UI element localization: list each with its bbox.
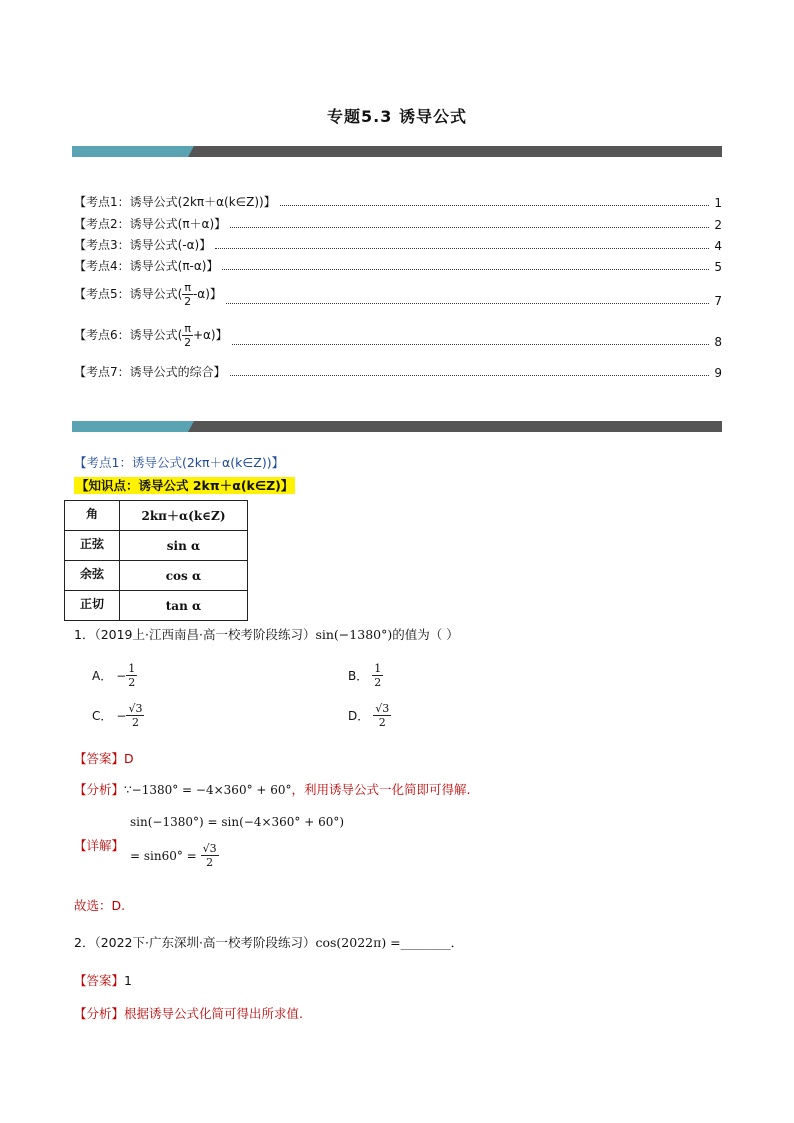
question-2: 2．（2022下·广东深圳·高一校考阶段练习）cos(2022π) =________． — [74, 935, 464, 950]
fraction: $\frac{\pi}{2}$ — [184, 322, 192, 349]
toc-item[interactable]: 【考点4：诱导公式(π-α)】 5 — [74, 259, 722, 274]
option-d[interactable]: D． $\frac{√3}{2}$ — [348, 702, 390, 729]
table-header-cell: 2kπ＋α(k∈Z) — [120, 501, 248, 531]
table-row: 正切 tan α — [65, 591, 248, 621]
detail-line-1: sin(−1380°) = sin(−4×360° + 60°) — [130, 815, 345, 829]
detail-line-2: = sin60° = $\frac{√3}{2}$ — [130, 842, 217, 869]
table-header-cell: 角 — [65, 501, 120, 531]
toc-item[interactable]: 【考点6：诱导公式( $\frac{\pi}{2}$ +α)】 8 — [74, 322, 722, 349]
toc-item[interactable]: 【考点5：诱导公式( $\frac{\pi}{2}$ -α)】 7 — [74, 281, 722, 308]
table-row: 正弦 sin α — [65, 531, 248, 561]
fraction: $\frac{\pi}{2}$ — [184, 281, 192, 308]
knowledge-heading: 【知识点：诱导公式 2kπ＋α(k∈Z)】 — [76, 478, 294, 493]
option-b[interactable]: B． $\frac{1}{2}$ — [348, 662, 382, 689]
section-heading: 【考点1：诱导公式(2kπ＋α(k∈Z))】 — [74, 455, 285, 470]
table-row: 余弦 cos α — [65, 561, 248, 591]
option-c[interactable]: C． − $\frac{√3}{2}$ — [92, 702, 143, 729]
detail-label: 【详解】 — [74, 838, 125, 853]
question-1: 1．（2019上·江西南昌·高一校考阶段练习）sin(−1380°)的值为（ ） — [74, 627, 459, 642]
analysis-1: 【分析】∵−1380° = −4×360° + 60°，利用诱导公式一化简即可得解. — [74, 782, 471, 797]
formula-table — [64, 500, 248, 621]
choose-1: 故选：D. — [74, 898, 126, 913]
toc-item[interactable]: 【考点1：诱导公式(2kπ＋α(k∈Z))】 1 — [74, 195, 722, 210]
table-row — [65, 501, 248, 531]
option-a[interactable]: A． − $\frac{1}{2}$ — [92, 662, 136, 689]
page-title: 专题5.3 诱导公式 — [327, 107, 467, 126]
toc-item[interactable]: 【考点2：诱导公式(π＋α)】 2 — [74, 217, 722, 232]
answer-1: 【答案】D — [74, 751, 134, 766]
toc-item[interactable]: 【考点3：诱导公式(-α)】 4 — [74, 238, 722, 253]
answer-2: 【答案】1 — [74, 973, 132, 988]
section-band — [72, 421, 722, 432]
header-band — [72, 146, 722, 157]
analysis-2: 【分析】根据诱导公式化简可得出所求值. — [74, 1006, 303, 1021]
toc-item[interactable]: 【考点7：诱导公式的综合】 9 — [74, 365, 722, 380]
